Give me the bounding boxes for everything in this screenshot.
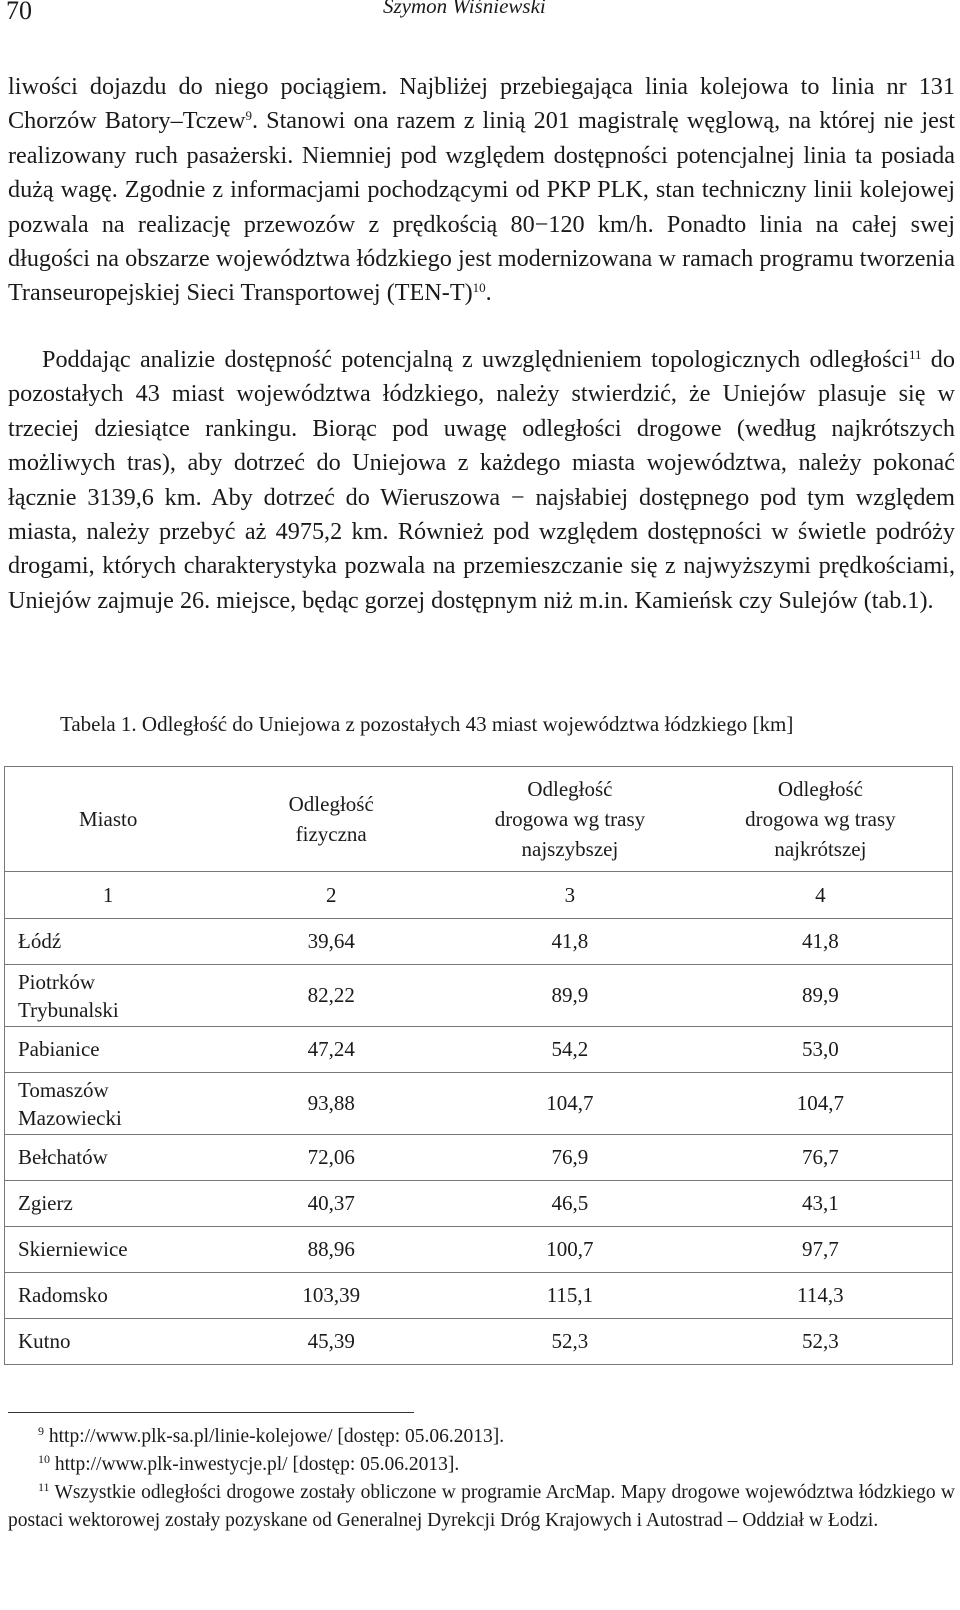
cell-city xyxy=(5,1135,212,1181)
paragraph-text: do pozostałych 43 miast województwa łódzkiego, należy stwierdzić, że Uniejów plasuje się w trzeciej dziesiątce rankingu. Biorąc pod uwagę odległości drogowe (według najkrótszych możliwych tras), aby dotrzeć do Uniejowa z każdego miasta województwa, należy pokonać łącznie 3139,6 km. Aby dotrzeć do Wieruszowa − najsłabiej dostępnego pod tym względem miasta, należy przebyć aż 4975,2 km. Również pod względem dostępności w świetle podróży drogami, których charakterystyka pozwala na przemieszczanie się z najwyższymi prędkościami, Uniejów zajmuje 26. miejsce, będąc gorzej dostępnym niż m.in. Kamieńsk czy Sulejów (tab.1). xyxy=(8,346,955,614)
table-row xyxy=(5,1273,953,1319)
city-name: Bełchatów xyxy=(18,1145,108,1169)
column-number: 1 xyxy=(5,872,212,919)
table-caption: Tabela 1. Odległość do Uniejowa z pozostałych 43 miast województwa łódzkiego [km] xyxy=(60,712,794,736)
city-name: Piotrków xyxy=(18,969,96,994)
table-row xyxy=(5,1181,953,1227)
cell-city xyxy=(5,1273,212,1319)
cell-shortest-route: 52,3 xyxy=(689,1319,953,1365)
paragraph-text: . xyxy=(485,279,492,307)
table-row xyxy=(5,1135,953,1181)
footnote-reference-11[interactable]: 11 xyxy=(908,347,922,362)
cell-physical-distance: 93,88 xyxy=(211,1073,451,1135)
cell-city xyxy=(5,1181,212,1227)
cell-fastest-route: 104,7 xyxy=(451,1073,689,1135)
footnote-mark: 11 xyxy=(38,1480,50,1494)
cell-city xyxy=(5,1319,212,1365)
table-header-row xyxy=(5,767,953,872)
column-number: 4 xyxy=(689,872,953,919)
paragraph-text: Poddając analizie dostępność potencjalną z uwzględnieniem topologicznych odległości xyxy=(42,346,909,373)
footnote-reference-10[interactable]: 10 xyxy=(472,280,486,296)
table-row xyxy=(5,1073,953,1135)
table-row xyxy=(5,1027,953,1073)
table-row xyxy=(5,965,953,1027)
footnote-text: Wszystkie odległości drogowe zostały obliczone w programie ArcMap. Mapy drogowe województwa łódzkiego w postaci wektorowej zostały pozyskane od Generalnej Dyrekcji Dróg Krajowych i Autostrad – Oddział w Łodzi. xyxy=(8,1482,955,1531)
column-header-shortest-route: Odległość drogowa wg trasy najkrótszej xyxy=(689,767,953,872)
column-number-row xyxy=(5,872,953,919)
cell-shortest-route: 104,7 xyxy=(689,1073,953,1135)
city-name: Skierniewice xyxy=(18,1237,128,1261)
city-name: Pabianice xyxy=(18,1037,100,1061)
cell-city xyxy=(5,965,212,1027)
column-header-fastest-route: Odległość drogowa wg trasy najszybszej xyxy=(451,767,689,872)
cell-shortest-route: 43,1 xyxy=(689,1181,953,1227)
cell-physical-distance: 47,24 xyxy=(211,1027,451,1073)
cell-fastest-route: 115,1 xyxy=(451,1273,689,1319)
column-header-physical-distance: Odległość fizyczna xyxy=(211,767,451,872)
footnote-mark: 10 xyxy=(38,1452,50,1466)
cell-fastest-route: 54,2 xyxy=(451,1027,689,1073)
footnote-mark: 9 xyxy=(38,1424,44,1438)
cell-physical-distance: 39,64 xyxy=(211,919,451,965)
page-header xyxy=(8,0,955,30)
cell-physical-distance: 40,37 xyxy=(211,1181,451,1227)
paragraph-text: . Stanowi ona razem z linią 201 magistralę węglową, na której nie jest realizowany ruch pasażerski. Niemniej pod względem dostępności potencjalnej linia ta posiada dużą wagę. Zgodnie z informacjami pochodzącymi od PKP PLK, stan techniczny linii kolejowej pozwala na realizację przewozów z prędkością 80−120 km/h. Ponadto linia na całej swej długości na obszarze województwa łódzkiego jest modernizowana w ramach programu tworzenia Transeuropejskiej Sieci Transportowej (TEN-T) xyxy=(8,107,956,307)
cell-city xyxy=(5,1027,212,1073)
column-header-miasto: Miasto xyxy=(5,767,212,872)
footnote-text: http://www.plk-inwestycje.pl/ [dostęp: 05.06.2013]. xyxy=(50,1454,460,1475)
cell-city xyxy=(5,919,212,965)
city-name: Radomsko xyxy=(18,1283,108,1307)
column-number: 3 xyxy=(451,872,689,919)
paragraph-text: liwości dojazdu do niego pociągiem. Najbliżej przebiegająca linia kolejowa to linia nr 131 Chorzów Batory–Tczew xyxy=(8,73,955,135)
cell-physical-distance: 103,39 xyxy=(211,1273,451,1319)
cell-fastest-route: 52,3 xyxy=(451,1319,689,1365)
footnote-separator xyxy=(8,1412,414,1413)
distance-table xyxy=(4,766,953,1365)
cell-city xyxy=(5,1073,212,1135)
footnote-text: http://www.plk-sa.pl/linie-kolejowe/ [dostęp: 05.06.2013]. xyxy=(44,1426,505,1447)
running-head-author: Szymon Wiśniewski xyxy=(383,0,546,18)
city-name-line-2: Mazowiecki xyxy=(18,1105,122,1130)
cell-physical-distance: 45,39 xyxy=(211,1319,451,1365)
city-name: Kutno xyxy=(18,1329,71,1353)
body-paragraph-1 xyxy=(8,70,955,311)
table-row xyxy=(5,919,953,965)
cell-fastest-route: 76,9 xyxy=(451,1135,689,1181)
footnote-9 xyxy=(8,1423,955,1451)
table-body xyxy=(5,919,953,1365)
body-paragraph-2 xyxy=(8,343,955,618)
cell-shortest-route: 41,8 xyxy=(689,919,953,965)
cell-fastest-route: 89,9 xyxy=(451,965,689,1027)
cell-city xyxy=(5,1227,212,1273)
city-name: Łódź xyxy=(18,929,62,953)
table-row xyxy=(5,1319,953,1365)
table-row xyxy=(5,1227,953,1273)
cell-shortest-route: 89,9 xyxy=(689,965,953,1027)
city-name: Zgierz xyxy=(18,1191,73,1215)
footnote-reference-9[interactable]: 9 xyxy=(245,108,252,124)
column-number: 2 xyxy=(211,872,451,919)
cell-physical-distance: 82,22 xyxy=(211,965,451,1027)
cell-fastest-route: 41,8 xyxy=(451,919,689,965)
cell-shortest-route: 114,3 xyxy=(689,1273,953,1319)
cell-physical-distance: 72,06 xyxy=(211,1135,451,1181)
cell-physical-distance: 88,96 xyxy=(211,1227,451,1273)
cell-shortest-route: 53,0 xyxy=(689,1027,953,1073)
cell-shortest-route: 97,7 xyxy=(689,1227,953,1273)
city-name-line-2: Trybunalski xyxy=(18,997,119,1022)
footnote-10 xyxy=(8,1451,955,1479)
page-number: 70 xyxy=(6,0,32,25)
footnote-11 xyxy=(8,1479,955,1534)
cell-shortest-route: 76,7 xyxy=(689,1135,953,1181)
city-name: Tomaszów xyxy=(18,1077,109,1102)
cell-fastest-route: 46,5 xyxy=(451,1181,689,1227)
cell-fastest-route: 100,7 xyxy=(451,1227,689,1273)
